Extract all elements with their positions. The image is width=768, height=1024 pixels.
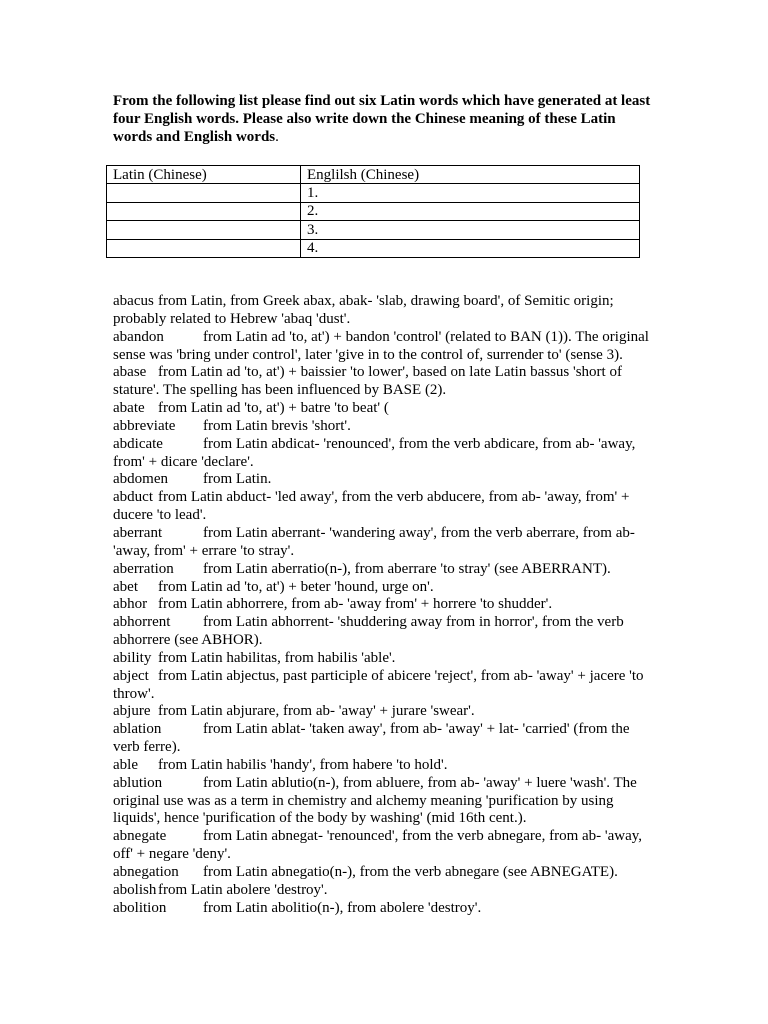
entry-term: abacus bbox=[113, 293, 154, 309]
entry-term: abate bbox=[113, 400, 145, 417]
entry-line bbox=[113, 364, 649, 382]
entry-line bbox=[113, 543, 649, 561]
etymology-entry bbox=[113, 721, 649, 757]
entry-line bbox=[113, 471, 649, 489]
entry-term: ability bbox=[113, 649, 152, 666]
entry-text: from' + dicare 'declare'. bbox=[113, 453, 254, 470]
entry-line bbox=[113, 347, 649, 365]
etymology-entry bbox=[113, 703, 649, 721]
entry-text: from Latin. bbox=[203, 471, 272, 488]
entry-text: off' + negare 'deny'. bbox=[113, 846, 231, 863]
instructions-line: four English words. Please also write down the Chinese meaning of these Latin bbox=[113, 110, 616, 127]
entry-text: from Latin ad 'to, at') + batre 'to beat' ( bbox=[158, 400, 389, 417]
entry-text: from Latin abhorrere, from ab- 'away from' + horrere 'to shudder'. bbox=[158, 596, 553, 613]
entry-line bbox=[113, 846, 649, 864]
table-header-english: Englilsh (Chinese) bbox=[301, 166, 640, 184]
instructions-paragraph bbox=[113, 93, 650, 147]
table-row bbox=[107, 202, 640, 220]
entry-text: stature'. The spelling has been influenced by BASE (2). bbox=[113, 382, 447, 399]
english-cell: 3. bbox=[301, 221, 640, 239]
english-cell: 2. bbox=[301, 202, 640, 220]
entry-text: from Latin, from Greek abax, abak- 'slab, drawing board', of Semitic origin; bbox=[158, 293, 614, 309]
entry-term: ablution bbox=[113, 774, 163, 791]
entry-text: sense was 'bring under control', later 'give in to the control of, surrender to' (sense 3). bbox=[113, 346, 623, 363]
entry-term: ablation bbox=[113, 721, 162, 738]
entry-line bbox=[113, 900, 649, 918]
entry-text: from Latin abolere 'destroy'. bbox=[158, 881, 328, 898]
latin-cell bbox=[107, 184, 301, 202]
etymology-entry bbox=[113, 418, 649, 436]
etymology-entry bbox=[113, 775, 649, 829]
latin-cell bbox=[107, 239, 301, 257]
entry-text: from Latin ablutio(n-), from abluere, from ab- 'away' + luere 'wash'. The bbox=[203, 774, 637, 791]
entry-term: abjure bbox=[113, 703, 151, 720]
entry-line bbox=[113, 400, 649, 418]
entry-text: from Latin brevis 'short'. bbox=[203, 417, 351, 434]
english-cell: 1. bbox=[301, 184, 640, 202]
entry-line bbox=[113, 418, 649, 436]
etymology-entry bbox=[113, 525, 649, 561]
entry-line bbox=[113, 864, 649, 882]
entry-line bbox=[113, 507, 649, 525]
entry-line bbox=[113, 632, 649, 650]
entry-text: verb ferre). bbox=[113, 739, 181, 756]
table-header-row bbox=[107, 166, 640, 184]
entry-line bbox=[113, 775, 649, 793]
etymology-entry bbox=[113, 900, 649, 918]
entry-line bbox=[113, 525, 649, 543]
entry-line bbox=[113, 293, 649, 311]
etymology-entry bbox=[113, 650, 649, 668]
entry-line bbox=[113, 793, 649, 811]
english-cell: 4. bbox=[301, 239, 640, 257]
latin-cell bbox=[107, 221, 301, 239]
entry-term: abolition bbox=[113, 899, 167, 916]
entry-term: aberration bbox=[113, 560, 174, 577]
etymology-entry bbox=[113, 436, 649, 472]
entry-line bbox=[113, 739, 649, 757]
entry-text: from Latin aberratio(n-), from aberrare 'to stray' (see ABERRANT). bbox=[203, 560, 611, 577]
entry-text: from Latin abolitio(n-), from abolere 'destroy'. bbox=[203, 899, 482, 916]
entry-line bbox=[113, 668, 649, 686]
etymology-entry bbox=[113, 596, 649, 614]
entry-text: from Latin ad 'to, at') + baissier 'to lower', based on late Latin bassus 'short of bbox=[158, 364, 622, 381]
entry-text: probably related to Hebrew 'abaq 'dust'. bbox=[113, 310, 351, 327]
entry-text: from Latin abjectus, past participle of abicere 'reject', from ab- 'away' + jacere 'to bbox=[158, 667, 644, 684]
entry-text: from Latin abnegatio(n-), from the verb abnegare (see ABNEGATE). bbox=[203, 864, 618, 880]
entry-text: original use was as a term in chemistry and alchemy meaning 'purification by using bbox=[113, 792, 614, 809]
entry-term: abdicate bbox=[113, 435, 163, 452]
entry-term: abhor bbox=[113, 596, 148, 613]
entry-term: abnegate bbox=[113, 828, 167, 845]
entry-line bbox=[113, 311, 649, 329]
entry-text: from Latin ablat- 'taken away', from ab- 'away' + lat- 'carried' (from the bbox=[203, 721, 630, 738]
entry-term: abet bbox=[113, 578, 138, 595]
entry-line bbox=[113, 757, 649, 775]
entry-text: liquids', hence 'purification of the body by washing' (mid 16th cent.). bbox=[113, 810, 527, 827]
table-header-latin: Latin (Chinese) bbox=[107, 166, 301, 184]
entry-line bbox=[113, 579, 649, 597]
etymology-entry bbox=[113, 489, 649, 525]
instructions-line bbox=[113, 129, 650, 147]
entry-term: abdomen bbox=[113, 471, 168, 488]
table-row bbox=[107, 239, 640, 257]
etymology-entry bbox=[113, 293, 649, 329]
entry-text: from Latin ad 'to, at') + bandon 'control' (related to BAN (1)). The original bbox=[203, 328, 649, 345]
entry-text: from Latin abdicat- 'renounced', from the verb abdicare, from ab- 'away, bbox=[203, 435, 636, 452]
entry-term: abbreviate bbox=[113, 417, 176, 434]
entry-term: aberrant bbox=[113, 524, 163, 541]
entry-term: abolish bbox=[113, 881, 157, 898]
entry-text: throw'. bbox=[113, 685, 155, 702]
entry-line bbox=[113, 596, 649, 614]
entry-text: from Latin habilitas, from habilis 'able'. bbox=[158, 649, 396, 666]
instructions-line-text: words and English words bbox=[113, 128, 276, 145]
entry-term: abase bbox=[113, 364, 147, 381]
answer-table bbox=[106, 165, 640, 258]
etymology-list bbox=[113, 293, 649, 918]
entry-term: abhorrent bbox=[113, 614, 171, 631]
entry-term: abandon bbox=[113, 328, 164, 345]
entry-line bbox=[113, 650, 649, 668]
etymology-entry bbox=[113, 614, 649, 650]
entry-text: from Latin ad 'to, at') + beter 'hound, urge on'. bbox=[158, 578, 434, 595]
entry-line bbox=[113, 614, 649, 632]
latin-cell bbox=[107, 202, 301, 220]
etymology-entry bbox=[113, 757, 649, 775]
entry-text: from Latin abjurare, from ab- 'away' + jurare 'swear'. bbox=[158, 703, 475, 720]
entry-term: able bbox=[113, 756, 138, 773]
entry-text: from Latin abnegat- 'renounced', from the verb abnegare, from ab- 'away, bbox=[203, 828, 643, 845]
etymology-entry bbox=[113, 400, 649, 418]
entry-term: abduct bbox=[113, 489, 153, 506]
entry-line bbox=[113, 686, 649, 704]
entry-text: abhorrere (see ABHOR). bbox=[113, 632, 263, 649]
entry-text: from Latin abhorrent- 'shuddering away from in horror', from the verb bbox=[203, 614, 624, 631]
entry-line bbox=[113, 810, 649, 828]
entry-line bbox=[113, 329, 649, 347]
etymology-entry bbox=[113, 329, 649, 365]
instructions-line: From the following list please find out six Latin words which have generated at least bbox=[113, 93, 651, 109]
entry-line bbox=[113, 382, 649, 400]
entry-line bbox=[113, 828, 649, 846]
etymology-entry bbox=[113, 561, 649, 579]
etymology-entry bbox=[113, 864, 649, 882]
entry-line bbox=[113, 489, 649, 507]
entry-text: from Latin habilis 'handy', from habere 'to hold'. bbox=[158, 756, 448, 773]
etymology-entry bbox=[113, 668, 649, 704]
entry-text: ducere 'to lead'. bbox=[113, 507, 207, 524]
etymology-entry bbox=[113, 882, 649, 900]
entry-line bbox=[113, 721, 649, 739]
entry-term: abject bbox=[113, 667, 149, 684]
entry-line bbox=[113, 882, 649, 900]
etymology-entry bbox=[113, 471, 649, 489]
entry-line bbox=[113, 436, 649, 454]
entry-term: abnegation bbox=[113, 864, 179, 880]
entry-text: from Latin abduct- 'led away', from the verb abducere, from ab- 'away, from' + bbox=[158, 489, 630, 506]
entry-line bbox=[113, 454, 649, 472]
entry-line bbox=[113, 703, 649, 721]
etymology-entry bbox=[113, 579, 649, 597]
entry-text: from Latin aberrant- 'wandering away', from the verb aberrare, from ab- bbox=[203, 524, 635, 541]
table-row bbox=[107, 184, 640, 202]
etymology-entry bbox=[113, 828, 649, 864]
instructions-period: . bbox=[275, 128, 279, 145]
table-row bbox=[107, 221, 640, 239]
entry-line bbox=[113, 561, 649, 579]
entry-text: 'away, from' + errare 'to stray'. bbox=[113, 542, 295, 559]
etymology-entry bbox=[113, 364, 649, 400]
